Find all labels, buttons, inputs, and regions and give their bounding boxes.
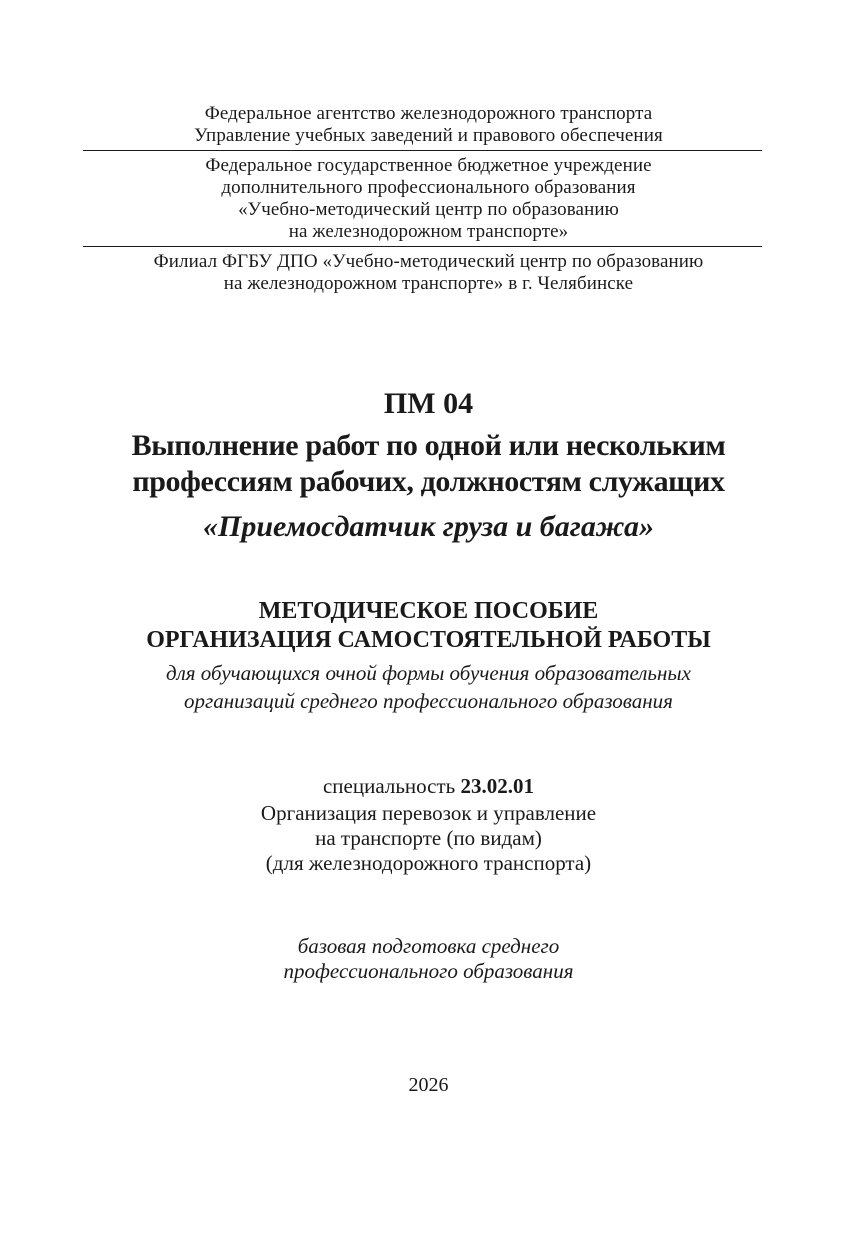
specialty-name-line-2: на транспорте (по видам): [315, 826, 542, 850]
header-divider-1: [83, 150, 762, 151]
specialty-label: специальность: [322, 774, 456, 798]
specialty-name-line-3: (для железнодорожного транспорта): [265, 851, 592, 875]
audience-line-2: организаций среднего профессионального образования: [184, 689, 673, 713]
module-subtitle: «Приемосдатчик груза и багажа»: [202, 510, 654, 543]
institution-line-3: «Учебно-методический центр по образованию: [238, 199, 619, 220]
header-divider-2: [83, 246, 762, 247]
specialty-name-line-1: Организация перевозок и управление: [260, 801, 597, 825]
agency-line-1: Федеральное агентство железнодорожного транспорта: [204, 103, 653, 124]
level-line-1: базовая подготовка среднего: [297, 934, 560, 958]
institution-line-2: дополнительного профессионального образования: [221, 177, 636, 198]
publication-year: 2026: [408, 1074, 449, 1096]
doc-type-line-1: МЕТОДИЧЕСКОЕ ПОСОБИЕ: [258, 598, 599, 624]
agency-line-2: Управление учебных заведений и правового обеспечения: [194, 125, 663, 146]
audience-line-1: для обучающихся очной формы обучения образовательных: [166, 661, 691, 685]
specialty-code: 23.02.01: [460, 774, 534, 798]
module-title-line-1: Выполнение работ по одной или нескольким: [131, 429, 726, 462]
institution-line-4: на железнодорожном транспорте»: [288, 221, 569, 242]
specialty-line: [0, 774, 857, 798]
branch-line-1: Филиал ФГБУ ДПО «Учебно-методический центр по образованию: [153, 251, 704, 272]
module-code: ПМ 04: [383, 387, 474, 420]
branch-line-2: на железнодорожном транспорте» в г. Челябинске: [223, 273, 634, 294]
doc-type-line-2: ОРГАНИЗАЦИЯ САМОСТОЯТЕЛЬНОЙ РАБОТЫ: [146, 627, 711, 653]
level-line-2: профессионального образования: [283, 959, 574, 983]
institution-line-1: Федеральное государственное бюджетное учреждение: [205, 155, 652, 176]
module-title-line-2: профессиям рабочих, должностям служащих: [132, 465, 725, 498]
